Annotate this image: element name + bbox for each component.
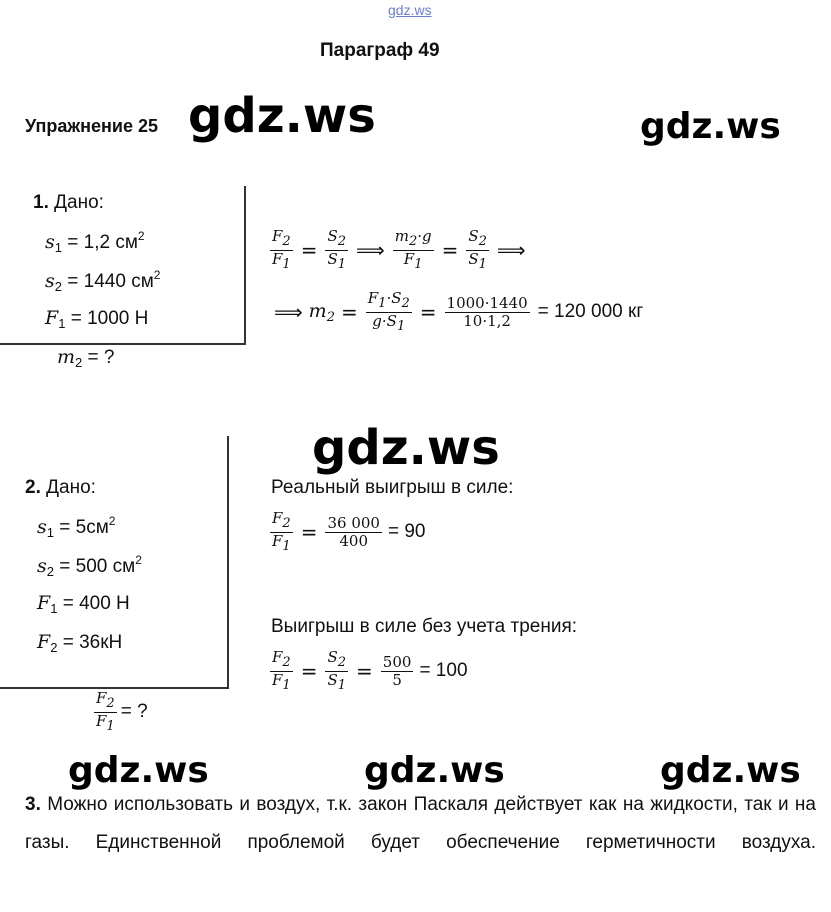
problem3-number: 3. xyxy=(25,794,41,815)
find-value: = ? xyxy=(87,347,115,368)
problem1-equation-1: $\frac{F2}{F1}$ = $\frac{S2}{S1}$ ⟹ $\frac{m2\cdot g}{F1}$ = $\frac{S2}{S1}$ ⟹ xyxy=(272,227,526,272)
find-value: = ? xyxy=(120,701,148,723)
f1-value: = 1000 Н xyxy=(70,308,149,329)
problem1-equation-2: ⟹ $m_2$ = $\frac{F1\cdot S2}{g\cdot S1}$ = $\frac{1000\cdot 1440}{10\cdot 1,2}$ = 120 000 кг xyxy=(274,289,644,334)
watermark-logo: gdz.ws xyxy=(660,750,801,791)
given-box-border xyxy=(0,687,229,689)
problem2-number: 2. xyxy=(25,477,41,498)
s2-value: = 1440 см xyxy=(67,271,154,292)
watermark-logo: gdz.ws xyxy=(640,106,781,147)
problem2-f2: $F_2 = 36кН$ xyxy=(37,631,123,655)
watermark-logo: gdz.ws xyxy=(68,750,209,791)
problem2-given xyxy=(25,477,96,499)
real-numerator: 36 000 xyxy=(327,513,380,532)
given-label: Дано: xyxy=(54,192,104,213)
problem1-number: 1. xyxy=(33,192,49,213)
top-watermark-link[interactable]: gdz.ws xyxy=(388,2,432,18)
real-result: = 90 xyxy=(387,521,426,543)
real-gain-label: Реальный выигрыш в силе: xyxy=(271,477,514,498)
problem1-find: $m_2$ = ? xyxy=(57,346,115,370)
problem2-s2: $s_2 = 500$ $см^2$ xyxy=(37,553,142,579)
watermark-logo: gdz.ws xyxy=(188,88,376,144)
problem2-s1: $s_1 = 5см^2$ xyxy=(37,514,116,540)
ideal-gain-equation: $\frac{F2}{F1}$ = $\frac{S2}{S1}$ = $\frac{500}{5}$ = 100 xyxy=(272,648,468,693)
ideal-gain-label: Выигрыш в силе без учета трения: xyxy=(271,616,578,637)
problem2-f1: $F_1 = 400$ Н xyxy=(37,592,130,616)
problem1-f1: $F_1 = 1000$ Н xyxy=(45,307,149,331)
s1-value: = 1,2 см xyxy=(67,232,138,253)
paragraph-title: Параграф 49 xyxy=(320,40,440,61)
exercise-title: Упражнение 25 xyxy=(25,116,159,136)
s2-value: = 500 см xyxy=(59,556,136,577)
problem1-s2: $s_2 = 1440$ $см^2$ xyxy=(45,268,161,294)
ideal-result: = 100 xyxy=(419,660,468,682)
given-box-border xyxy=(244,186,246,344)
f2-value: = 36кН xyxy=(62,632,123,653)
solution-result: = 120 000 кг xyxy=(537,301,644,323)
f1-value: = 400 Н xyxy=(62,593,130,614)
solution-denominator: 10·1,2 xyxy=(463,311,511,330)
s1-value: = 5см xyxy=(59,517,109,538)
given-box-border xyxy=(227,436,229,688)
watermark-logo: gdz.ws xyxy=(312,420,500,476)
problem2-find: $\frac{F2}{F1}$ = ? xyxy=(96,689,148,734)
ideal-denominator: 5 xyxy=(392,670,402,689)
solution-numerator: 1000·1440 xyxy=(446,293,528,312)
problem1-s1: $s_1 = 1,2$ $см^2$ xyxy=(45,229,145,255)
real-denominator: 400 xyxy=(339,531,369,550)
problem3-paragraph xyxy=(25,786,816,900)
ideal-numerator: 500 xyxy=(382,652,412,671)
problem1-given xyxy=(33,192,104,214)
real-gain-equation: $\frac{F2}{F1}$ = $\frac{36 000}{400}$ = 90 xyxy=(272,509,426,554)
given-box-border xyxy=(0,343,246,345)
given-label: Дано: xyxy=(46,477,96,498)
watermark-logo: gdz.ws xyxy=(364,750,505,791)
problem3-text: Можно использовать и воздух, т.к. закон Паскаля действует как на жидкости, так и на газы. Единственной проблемой будет обеспечение герметичности воздуха. xyxy=(25,794,816,853)
